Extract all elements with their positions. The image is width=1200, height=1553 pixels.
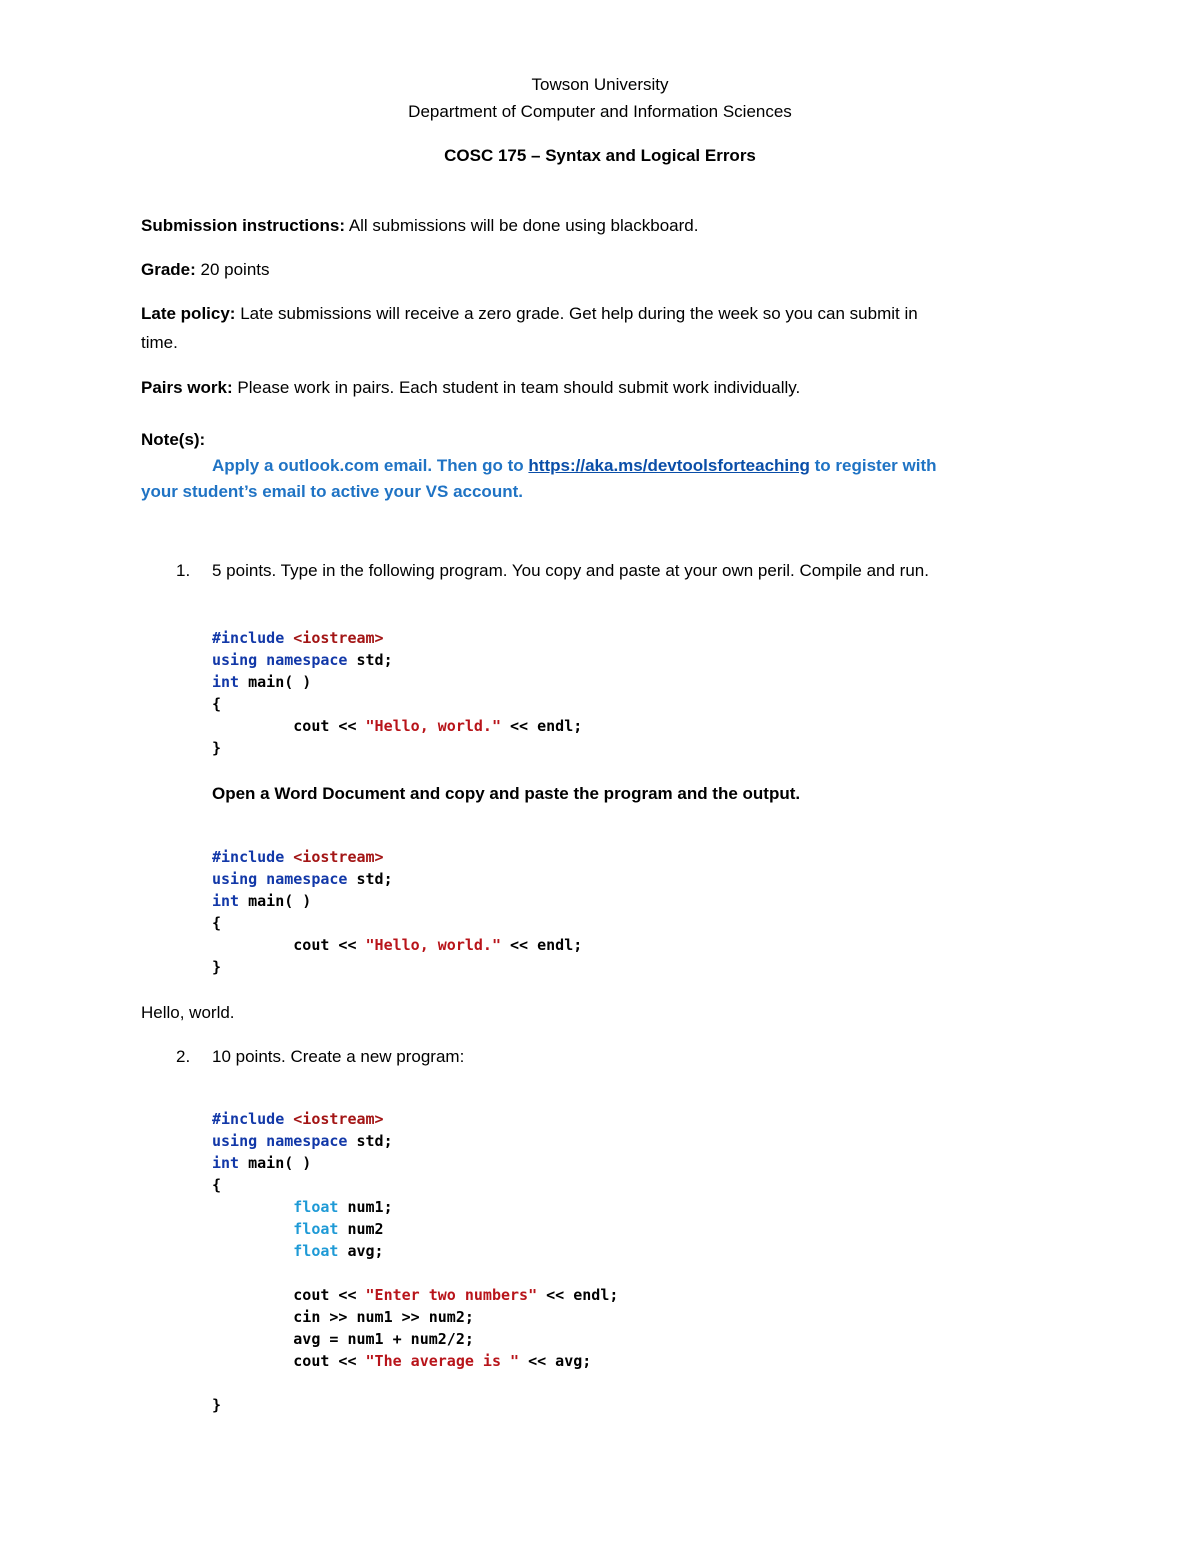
pairs-work-line [141, 377, 800, 399]
notes-text-before: Apply a outlook.com email. Then go to [212, 456, 529, 475]
code-line: } [212, 958, 222, 976]
submission-text: All submissions will be done using blackboard. [345, 216, 699, 235]
notes-line-2: your student’s email to active your VS account. [141, 482, 523, 501]
notes-text-after: to register with [809, 456, 937, 475]
devtools-link[interactable]: https://aka.ms/devtoolsforteaching [528, 456, 810, 475]
item-1-instruction: Open a Word Document and copy and paste the program and the output. [212, 784, 801, 803]
code-line: { [212, 1176, 222, 1194]
notes-label: Note(s): [141, 430, 206, 449]
code-line: } [212, 1396, 222, 1414]
grade-line [141, 259, 270, 281]
code-line: float avg; [293, 1242, 384, 1260]
pairs-label: Pairs work: [141, 378, 233, 397]
code-line: float num2 [293, 1220, 384, 1238]
late-text-1: Late submissions will receive a zero grade. Get help during the week so you can submit in [235, 304, 918, 323]
code-line: int main( ) [212, 1154, 312, 1172]
notes-line-1 [212, 455, 937, 477]
late-policy-line-1 [141, 303, 918, 325]
grade-text: 20 points [195, 260, 270, 279]
item-2-text: 10 points. Create a new program: [212, 1047, 465, 1066]
code-line: cin >> num1 >> num2; [293, 1308, 474, 1326]
code-block-3 [212, 1086, 618, 1416]
code-line: avg = num1 + num2/2; [293, 1330, 474, 1348]
item-1-number: 1. [176, 561, 191, 580]
code-line: int main( ) [212, 892, 312, 910]
code-block-2 [212, 824, 582, 978]
code-line: { [212, 695, 222, 713]
code-line: using namespace std; [212, 651, 393, 669]
program-output: Hello, world. [141, 1003, 235, 1022]
department-name: Department of Computer and Information Sciences [408, 102, 792, 121]
submission-label: Submission instructions: [141, 216, 346, 235]
code-line: { [212, 914, 222, 932]
late-label: Late policy: [141, 304, 236, 323]
code-line: int main( ) [212, 673, 312, 691]
course-title: COSC 175 – Syntax and Logical Errors [444, 146, 756, 165]
code-line: using namespace std; [212, 870, 393, 888]
code-line: #include <iostream> [212, 848, 384, 866]
university-name: Towson University [531, 75, 669, 94]
grade-label: Grade: [141, 260, 196, 279]
code-line: cout << "The average is " << avg; [293, 1352, 592, 1370]
code-block-1 [212, 605, 582, 759]
code-line: cout << "Hello, world." << endl; [293, 936, 583, 954]
code-line: cout << "Hello, world." << endl; [293, 717, 583, 735]
code-line: float num1; [293, 1198, 393, 1216]
code-line: using namespace std; [212, 1132, 393, 1150]
code-line: } [212, 739, 222, 757]
submission-instructions [141, 215, 698, 237]
item-1-text: 5 points. Type in the following program. You copy and paste at your own peril. Compile and run. [212, 561, 929, 580]
pairs-text: Please work in pairs. Each student in team should submit work individually. [232, 378, 801, 397]
late-policy-line-2: time. [141, 333, 178, 352]
code-line: #include <iostream> [212, 1110, 384, 1128]
code-line: #include <iostream> [212, 629, 384, 647]
code-line: cout << "Enter two numbers" << endl; [293, 1286, 619, 1304]
item-2-number: 2. [176, 1047, 191, 1066]
